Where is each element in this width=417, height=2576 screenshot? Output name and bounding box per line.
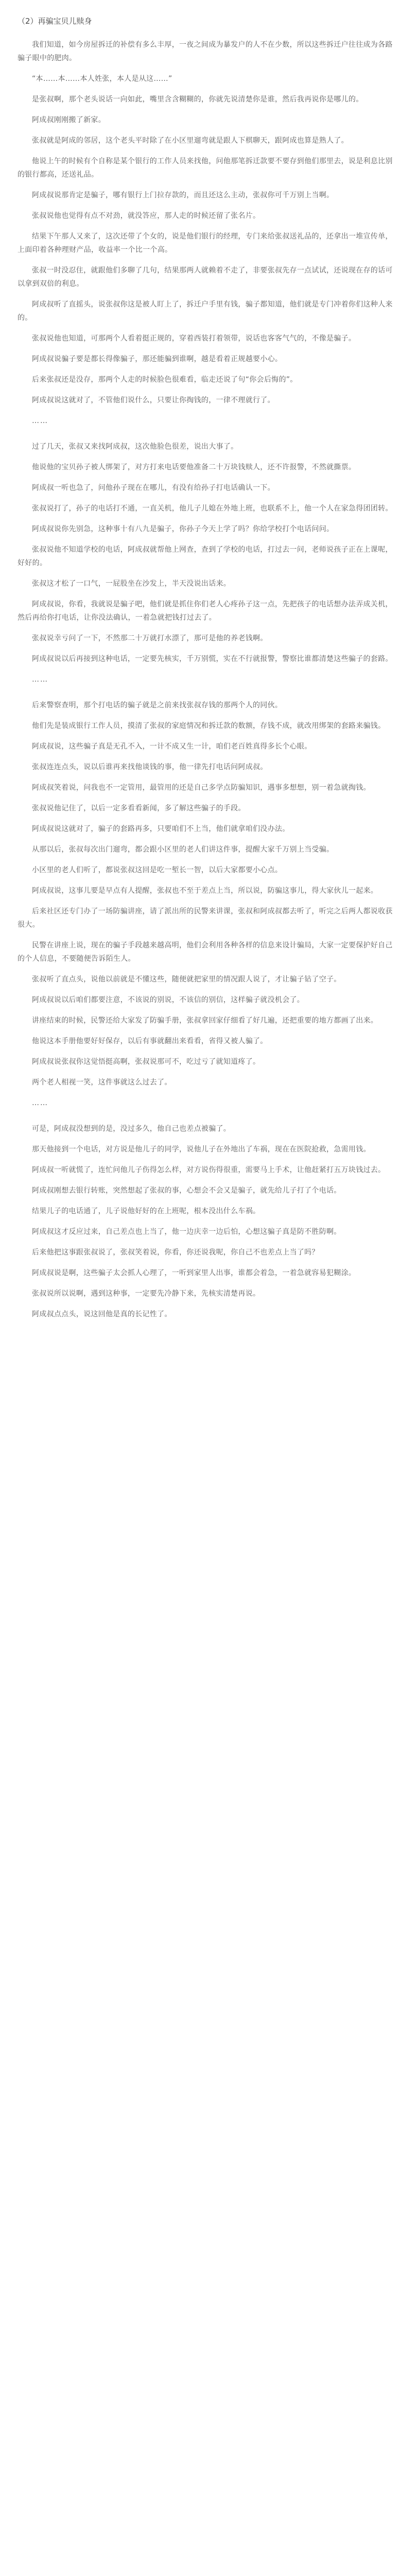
paragraph: 阿成叔说张叔你这觉悟挺高啊，张叔说那可不，吃过亏了就知道疼了。 bbox=[32, 1058, 260, 1066]
paragraph: 张叔说他记住了，以后一定多看看新闻，多了解这些骗子的手段。 bbox=[32, 804, 246, 812]
paragraph: 是张叔啊，那个老头说话一向如此，嘴里含含糊糊的，你就先说清楚你是谁，然后我再说你是哪儿的。 bbox=[32, 95, 363, 104]
paragraph: 后来他把这事跟张叔说了，张叔笑着说，你看，你还说我呢，你自己不也差点上当了吗？ bbox=[32, 1248, 319, 1257]
section-break: …… bbox=[32, 417, 48, 425]
paragraph: 阿成叔说，这些骗子真是无孔不入，一计不成又生一计，咱们老百姓真得多长个心眼。 bbox=[32, 742, 312, 751]
paragraph: 小区里的老人们听了，都说张叔这回是吃一堑长一智，以后大家都要小心点。 bbox=[32, 866, 283, 874]
article-body-part-3 bbox=[18, 699, 399, 1089]
paragraph: 阿成叔点点头，说这回他是真的长记性了。 bbox=[32, 1310, 172, 1318]
article-body-part-1 bbox=[18, 38, 399, 407]
paragraph: 阿成叔听了直摇头，说张叔你这是被人盯上了，拆迁户手里有钱，骗子都知道，他们就是专门冲着你们这种人来的。 bbox=[18, 300, 393, 322]
paragraph: 张叔说打了，孙子的电话打不通，一直关机，他儿子儿媳在外地上班，也联系不上，他一个人在家急得团团转。 bbox=[32, 504, 393, 513]
paragraph: 那天他接到一个电话，对方说是他儿子的同学，说他儿子在外地出了车祸，现在在医院抢救，急需用钱。 bbox=[32, 1145, 371, 1154]
section-break: …… bbox=[32, 1099, 48, 1107]
paragraph: 张叔说所以说啊，遇到这种事，一定要先冷静下来，先核实清楚再说。 bbox=[32, 1290, 260, 1298]
paragraph: 阿成叔笑着说，问我也不一定管用，最管用的还是自己多学点防骗知识，遇事多想想，别一着急就掏钱。 bbox=[32, 784, 371, 792]
paragraph: 民警在讲座上说，现在的骗子手段越来越高明，他们会利用各种各样的信息来设计骗局，大家一定要保护好自己的个人信息，不要随便告诉陌生人。 bbox=[18, 941, 393, 963]
paragraph: “本……本……本人姓张，本人是从这……” bbox=[32, 75, 172, 83]
paragraph: 阿成叔说这就对了，骗子的套路再多，只要咱们不上当，他们就拿咱们没办法。 bbox=[32, 825, 290, 833]
paragraph: 张叔说幸亏问了一下，不然那二十万就打水漂了，那可是他的养老钱啊。 bbox=[32, 634, 268, 642]
paragraph: 他说这本手册他要好好保存，以后有事就翻出来看看，省得又被人骗了。 bbox=[32, 1037, 268, 1045]
paragraph: 结果儿子的电话通了，儿子说他好好的在上班呢，根本没出什么车祸。 bbox=[32, 1207, 260, 1215]
paragraph: 后来警察查明，那个打电话的骗子就是之前来找张叔存钱的那两个人的同伙。 bbox=[32, 701, 283, 709]
paragraph: 阿成叔说是啊，这些骗子太会抓人心理了，一听到家里人出事，谁都会着急，一着急就容易犯糊涂。 bbox=[32, 1269, 356, 1277]
paragraph: 阿成叔说骗子要是都长得像骗子，那还能骗到谁啊，越是看着正规越要小心。 bbox=[32, 355, 283, 363]
paragraph: 结果下午那人又来了，这次还带了个女的，说是他们银行的经理，专门来给张叔送礼品的，还拿出一堆宣传单，上面印着各种理财产品，收益率一个比一个高。 bbox=[18, 232, 393, 254]
paragraph: 阿成叔说你先别急，这种事十有八九是骗子，你孙子今天上学了吗？你给学校打个电话问问。 bbox=[32, 525, 334, 533]
paragraph: 过了几天，张叔又来找阿成叔，这次他脸色很差，说出大事了。 bbox=[32, 443, 238, 451]
article-body-part-2 bbox=[18, 440, 399, 666]
paragraph: 他说上午的时候有个自称是某个银行的工作人员来找他，问他那笔拆迁款要不要存到他们那里去，说是利息比别的银行都高，还送礼品。 bbox=[18, 157, 393, 179]
paragraph: 阿成叔说，你看，我就说是骗子吧，他们就是抓住你们老人心疼孙子这一点，先把孩子的电话想办法弄成关机，然后再给你打电话，让你没法确认，一着急就把钱打过去了。 bbox=[18, 600, 393, 622]
paragraph: 张叔说他也知道，可那两个人看着挺正规的，穿着西装打着领带，说话也客客气气的，不像是骗子。 bbox=[32, 334, 356, 343]
paragraph: 阿成叔一听就慌了，连忙问他儿子伤得怎么样，对方说伤得很重，需要马上手术，让他赶紧打五万块钱过去。 bbox=[32, 1166, 386, 1174]
paragraph: 后来张叔还是没存，那两个人走的时候脸色很难看，临走还说了句“你会后悔的”。 bbox=[32, 376, 298, 384]
paragraph: 从那以后，张叔每次出门遛弯，都会跟小区里的老人们讲这件事，提醒大家千万别上当受骗。 bbox=[32, 845, 334, 854]
paragraph: 张叔说他不知道学校的电话，阿成叔就帮他上网查，查到了学校的电话，打过去一问，老师说孩子正在上课呢，好好的。 bbox=[18, 546, 393, 567]
paragraph: 张叔一时没忍住，就跟他们多聊了几句，结果那两人就赖着不走了，非要张叔先存一点试试，还说现在存的话可以拿到双倍的利息。 bbox=[18, 266, 393, 288]
paragraph: 张叔听了直点头，说他以前就是不懂这些，随便就把家里的情况跟人说了，才让骗子钻了空子。 bbox=[32, 975, 341, 984]
paragraph: 阿成叔说那肯定是骗子，哪有银行上门拉存款的，而且还这么主动，张叔你可千万别上当啊。 bbox=[32, 191, 334, 199]
paragraph: 张叔连连点头，说以后谁再来找他谈钱的事，他一律先打电话问阿成叔。 bbox=[32, 763, 268, 771]
paragraph: 两个老人相视一笑，这件事就这么过去了。 bbox=[32, 1078, 172, 1087]
paragraph: 他们先是装成银行工作人员，摸清了张叔的家庭情况和拆迁款的数额，存钱不成，就改用绑架的套路来骗钱。 bbox=[32, 722, 386, 730]
paragraph: 阿成叔一听也急了，问他孙子现在在哪儿，有没有给孙子打电话确认一下。 bbox=[32, 484, 275, 492]
paragraph: 张叔说他也觉得有点不对劲，就没答应，那人走的时候还留了张名片。 bbox=[32, 212, 260, 220]
paragraph: 张叔这才松了一口气，一屁股坐在沙发上，半天没说出话来。 bbox=[32, 580, 231, 588]
paragraph: 我们知道，如今房屋拆迁的补偿有多么丰厚，一夜之间成为暴发户的人不在少数，所以这些拆迁户往往成为各路骗子眼中的肥肉。 bbox=[18, 41, 393, 62]
paragraph: 后来社区还专门办了一场防骗讲座，请了派出所的民警来讲课，张叔和阿成叔都去听了，听完之后两人都说收获很大。 bbox=[18, 907, 393, 929]
paragraph: 他说他的宝贝孙子被人绑架了，对方打来电话要他准备二十万块钱赎人，还不许报警，不然就撕票。 bbox=[32, 463, 356, 471]
paragraph: 阿成叔刚刚搬了新家。 bbox=[32, 116, 106, 124]
paragraph: 阿成叔说以后咱们都要注意，不该说的别说，不该信的别信，这样骗子就没机会了。 bbox=[32, 996, 305, 1004]
article-body-part-4 bbox=[18, 1122, 399, 1321]
section-title: （2）再骗宝贝儿赎身 bbox=[18, 16, 92, 26]
paragraph: 阿成叔说以后再接到这种电话，一定要先核实，千万别慌，实在不行就报警，警察比谁都清楚这些骗子的套路。 bbox=[32, 655, 393, 663]
paragraph: 张叔就是阿成的邻居，这个老头平时除了在小区里遛弯就是跟人下棋聊天，跟阿成也算是熟人了。 bbox=[32, 137, 349, 145]
paragraph: 阿成叔说，这事儿要是早点有人提醒，张叔也不至于差点上当，所以说，防骗这事儿，得大家伙儿一起来。 bbox=[32, 887, 378, 895]
paragraph: 阿成叔说这就对了，不管他们说什么，只要让你掏钱的，一律不理就行了。 bbox=[32, 396, 275, 404]
paragraph: 阿成叔这才反应过来，自己差点也上当了，他一边庆幸一边后怕，心想这骗子真是防不胜防啊。 bbox=[32, 1228, 341, 1236]
paragraph: 阿成叔刚想去银行转账，突然想起了张叔的事，心想会不会又是骗子，就先给儿子打了个电话。 bbox=[32, 1187, 341, 1195]
paragraph: 讲座结束的时候，民警还给大家发了防骗手册，张叔拿回家仔细看了好几遍，还把重要的地方都画了出来。 bbox=[32, 1016, 378, 1025]
paragraph: 可是，阿成叔没想到的是，没过多久，他自己也差点被骗了。 bbox=[32, 1125, 231, 1133]
section-break: …… bbox=[32, 675, 48, 684]
